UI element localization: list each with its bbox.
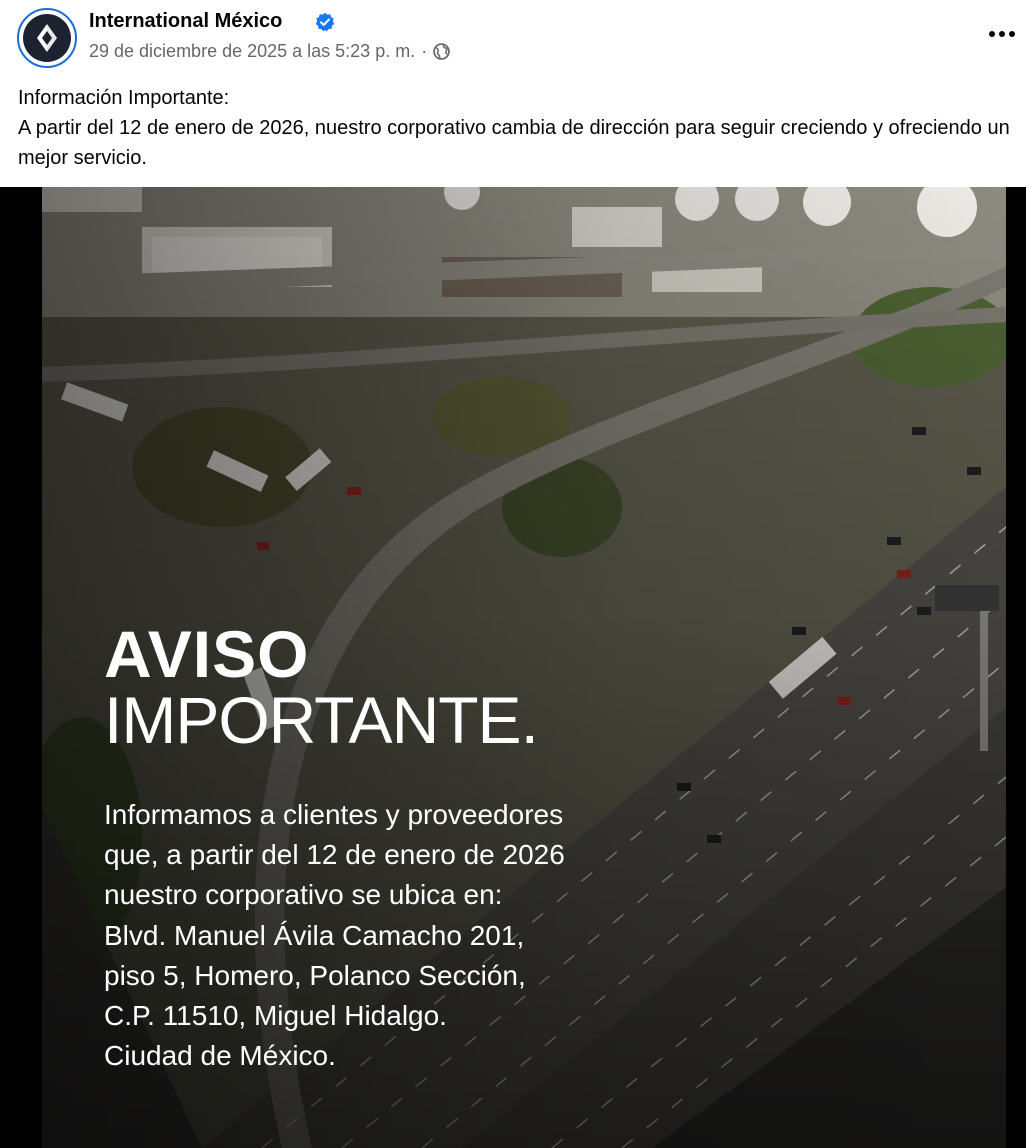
notice-title-light: IMPORTANTE.	[104, 683, 538, 757]
verified-badge-icon	[315, 12, 335, 32]
page-name[interactable]: International México	[89, 10, 283, 32]
notice-line: piso 5, Homero, Polanco Sección,	[104, 959, 526, 991]
post-media[interactable]	[0, 187, 1026, 1148]
post-text-line: Información Importante:	[18, 87, 230, 109]
highway-photo	[42, 187, 1006, 1148]
notice-line: Blvd. Manuel Ávila Camacho 201,	[104, 919, 525, 951]
notice-body	[104, 795, 664, 1076]
notice-line: Ciudad de México.	[104, 1040, 336, 1072]
post-meta	[89, 41, 450, 62]
more-options-icon[interactable]	[982, 16, 1022, 52]
notice-line: C.P. 11510, Miguel Hidalgo.	[104, 1000, 447, 1032]
post-message	[18, 83, 1026, 173]
post-timestamp[interactable]: 29 de diciembre de 2025 a las 5:23 p. m.	[89, 41, 416, 61]
post-header	[0, 0, 1026, 80]
meta-separator: ·	[421, 41, 428, 61]
international-logo-icon	[23, 14, 71, 62]
notice-line: nuestro corporativo se ubica en:	[104, 879, 503, 911]
notice-title-bold: AVISO	[104, 617, 310, 691]
notice-line: que, a partir del 12 de enero de 2026	[104, 839, 565, 871]
globe-icon[interactable]	[433, 43, 450, 60]
page-avatar[interactable]	[17, 8, 77, 68]
notice-line: Informamos a clientes y proveedores	[104, 799, 564, 830]
post-text-line: A partir del 12 de enero de 2026, nuestro corporativo cambia de dirección para seguir creciendo y ofreciendo un mejor servicio.	[18, 117, 1010, 169]
